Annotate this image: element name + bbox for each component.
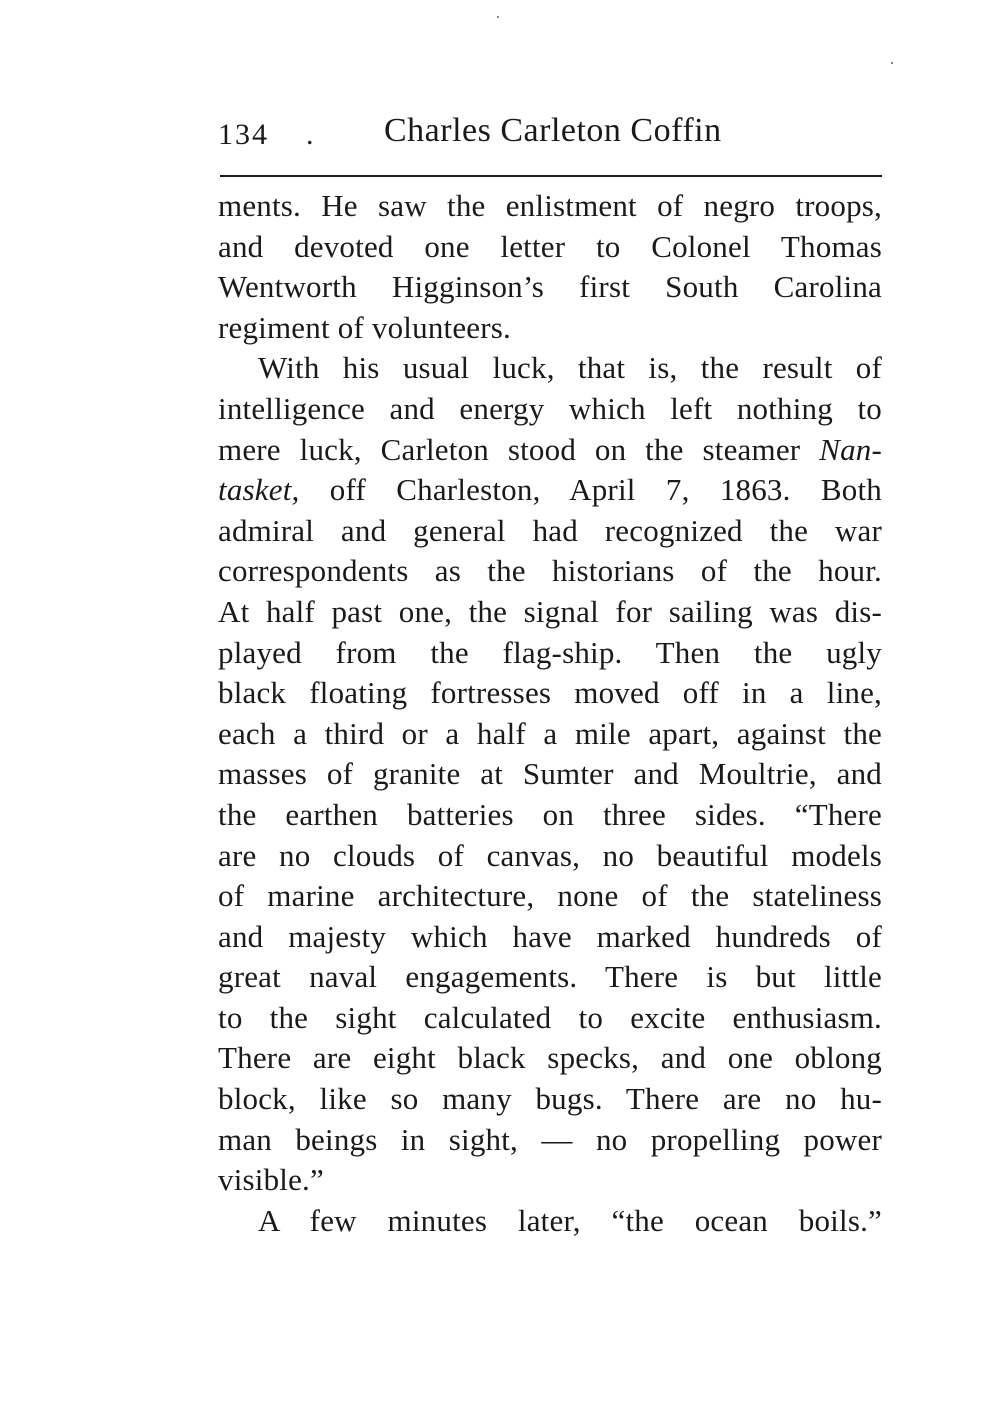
text-fragment: off Charleston, April 7, 1863. Both [299,472,882,508]
text-line: and devoted one letter to Colonel Thomas [218,228,882,264]
text-line: correspondents as the historians of the hour. [218,553,882,589]
body-text [218,186,882,1241]
text-line: admiral and general had recognized the war [218,512,882,548]
ship-name-fragment: tasket, [218,472,300,508]
header-rule [220,175,882,177]
paragraph-start-line: A few minutes later, “the ocean boils.” [258,1202,882,1238]
text-line: intelligence and energy which left nothing to [218,390,882,426]
text-line: played from the flag-ship. Then the ugly [218,634,882,670]
scan-speck [497,16,499,18]
header-separator: . [306,118,314,151]
running-head [218,112,882,164]
text-line: great naval engagements. There is but little [218,959,882,995]
text-line: black floating fortresses moved off in a line, [218,675,882,711]
text-line: regiment of volunteers. [218,309,511,345]
text-line: each a third or a half a mile apart, against the [218,715,882,751]
scan-speck [891,62,893,64]
text-line: and majesty which have marked hundreds of [218,918,882,954]
text-line: to the sight calculated to excite enthusiasm. [218,999,882,1035]
text-line: ments. He saw the enlistment of negro troops, [218,188,882,223]
book-title: Charles Carleton Coffin [384,112,722,149]
text-line [218,470,882,511]
text-fragment: mere luck, Carleton stood on the steamer [218,431,820,467]
text-line: block, like so many bugs. There are no hu- [218,1081,882,1117]
text-line: At half past one, the signal for sailing was dis- [218,593,882,629]
text-line: There are eight black specks, and one oblong [218,1040,882,1076]
ship-name-fragment: Nan- [819,431,882,467]
text-line: the earthen batteries on three sides. “There [218,796,882,832]
text-line: masses of granite at Sumter and Moultrie, and [218,756,882,792]
text-line: of marine architecture, none of the stateliness [218,878,882,914]
page-number: 134 [218,118,269,151]
text-line: are no clouds of canvas, no beautiful models [218,837,882,873]
text-line: man beings in sight, — no propelling power [218,1121,882,1157]
text-line: Wentworth Higginson’s first South Carolina [218,269,882,305]
paragraph-start-line: With his usual luck, that is, the result of [258,350,882,386]
text-line: visible.” [218,1162,324,1198]
text-line [218,430,882,471]
